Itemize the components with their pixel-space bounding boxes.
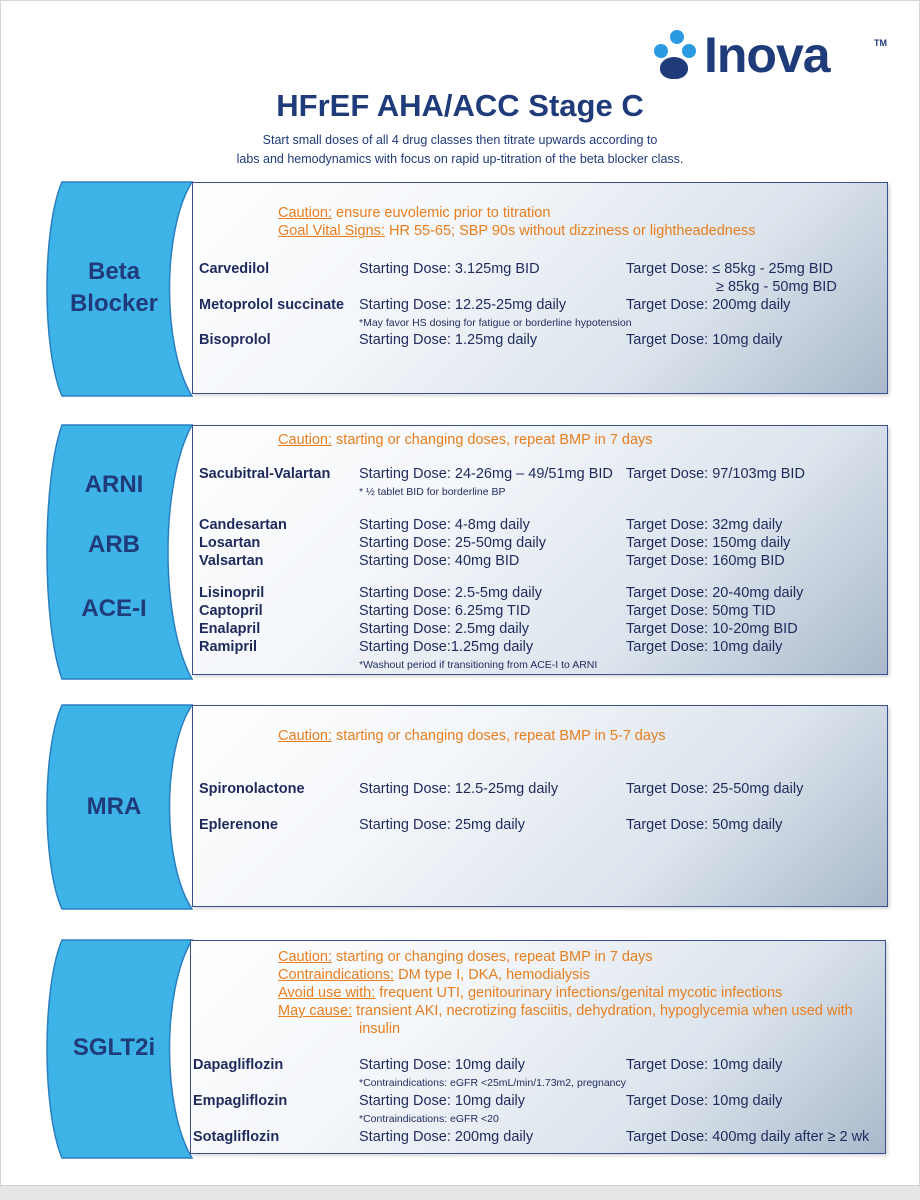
- panel-arni-arb-acei: [192, 425, 888, 675]
- starting-dose: Starting Dose:1.25mg daily: [359, 639, 534, 655]
- drug-name: Metoprolol succinate: [199, 297, 345, 313]
- drug-name: Sacubitral-Valartan: [199, 466, 331, 482]
- section-sglt2i: [0, 938, 920, 1160]
- logo-wordmark: Inova: [704, 27, 830, 83]
- caution-text: ensure euvolemic prior to titration: [332, 205, 551, 221]
- subtitle-line-1: Start small doses of all 4 drug classes then titrate upwards according to: [262, 133, 658, 147]
- starting-dose: Starting Dose: 10mg daily: [359, 1093, 526, 1109]
- target-dose: Target Dose: 50mg daily: [626, 817, 783, 833]
- drug-name: Sotagliflozin: [193, 1129, 280, 1145]
- logo-dot-right: [682, 44, 696, 58]
- target-dose: Target Dose: 20-40mg daily: [626, 585, 804, 601]
- footnote: *Contraindications: eGFR <25mL/min/1.73m2, pregnancy: [359, 1077, 627, 1089]
- starting-dose: Starting Dose: 40mg BID: [359, 553, 520, 569]
- tab-label-arni: ARNI: [84, 471, 144, 498]
- starting-dose: Starting Dose: 12.5-25mg daily: [359, 781, 559, 797]
- starting-dose: Starting Dose: 12.25-25mg daily: [359, 297, 567, 313]
- target-dose: Target Dose: 32mg daily: [626, 517, 783, 533]
- starting-dose: Starting Dose: 6.25mg TID: [359, 603, 531, 619]
- section-beta-blocker: [0, 180, 920, 398]
- panel-beta-blocker: [192, 182, 888, 394]
- footnote: *May favor HS dosing for fatigue or borderline hypotension: [359, 317, 632, 329]
- drug-name: Bisoprolol: [199, 332, 271, 348]
- logo-trademark: TM: [874, 38, 887, 48]
- avoid-use-line: [278, 985, 782, 1001]
- starting-dose: Starting Dose: 200mg daily: [359, 1129, 534, 1145]
- target-dose: Target Dose: 10mg daily: [626, 1057, 783, 1073]
- panel-sglt2i: [190, 940, 886, 1154]
- caution-line: [278, 432, 653, 448]
- drug-name: Captopril: [199, 603, 263, 619]
- starting-dose: Starting Dose: 25-50mg daily: [359, 535, 546, 551]
- tab-label-acei: ACE-I: [81, 595, 147, 622]
- footnote: * ½ tablet BID for borderline BP: [359, 486, 506, 498]
- drug-name: Carvedilol: [199, 261, 270, 277]
- starting-dose: Starting Dose: 25mg daily: [359, 817, 526, 833]
- drug-name: Eplerenone: [199, 817, 278, 833]
- target-dose: Target Dose: 150mg daily: [626, 535, 791, 551]
- contraindications-label: Contraindications:: [278, 967, 395, 983]
- page-title: HFrEF AHA/ACC Stage C: [276, 88, 644, 123]
- bottom-strip: [0, 1185, 920, 1200]
- contraindications-line: [278, 967, 590, 983]
- caution-line: [278, 728, 665, 744]
- target-dose: Target Dose: 25-50mg daily: [626, 781, 804, 797]
- logo-dot-top: [670, 30, 684, 44]
- drug-name: Lisinopril: [199, 585, 265, 601]
- target-dose: Target Dose: 200mg daily: [626, 297, 791, 313]
- avoid-use-label: Avoid use with:: [278, 985, 376, 1001]
- tab-label-sglt2i: SGLT2i: [72, 1034, 156, 1061]
- drug-name: Empagliflozin: [193, 1093, 288, 1109]
- target-dose-alt: ≥ 85kg - 50mg BID: [716, 279, 837, 295]
- caution-text: starting or changing doses, repeat BMP in 5-7 days: [332, 728, 666, 744]
- target-dose: Target Dose: 97/103mg BID: [626, 466, 805, 482]
- target-dose: Target Dose: ≤ 85kg - 25mg BID: [626, 261, 834, 277]
- panel-mra: [192, 705, 888, 907]
- target-dose: Target Dose: 160mg BID: [626, 553, 785, 569]
- drug-name: Valsartan: [199, 553, 264, 569]
- caution-text: starting or changing doses, repeat BMP in 7 days: [332, 949, 653, 965]
- may-cause-text-cont: insulin: [359, 1021, 401, 1037]
- drug-name: Candesartan: [199, 517, 287, 533]
- target-dose: Target Dose: 400mg daily after ≥ 2 wk: [626, 1129, 870, 1145]
- avoid-use-text: frequent UTI, genitourinary infections/genital mycotic infections: [375, 985, 783, 1001]
- caution-text: starting or changing doses, repeat BMP in 7 days: [332, 432, 653, 448]
- starting-dose: Starting Dose: 1.25mg daily: [359, 332, 538, 348]
- goal-vitals-label: Goal Vital Signs:: [278, 223, 385, 239]
- caution-label: Caution:: [278, 205, 333, 221]
- footnote: *Contraindications: eGFR <20: [359, 1113, 499, 1125]
- may-cause-text: transient AKI, necrotizing fasciitis, dehydration, hypoglycemia when used with: [352, 1003, 853, 1019]
- tab-label-mra: MRA: [86, 793, 142, 820]
- target-dose: Target Dose: 50mg TID: [626, 603, 776, 619]
- caution-label: Caution:: [278, 728, 333, 744]
- may-cause-label: May cause:: [278, 1003, 353, 1019]
- drug-name: Enalapril: [199, 621, 261, 637]
- section-mra: [0, 703, 920, 911]
- drug-name: Dapagliflozin: [193, 1057, 284, 1073]
- logo-dot-left: [654, 44, 668, 58]
- goal-vitals-line: [278, 223, 755, 239]
- target-dose: Target Dose: 10-20mg BID: [626, 621, 798, 637]
- caution-label: Caution:: [278, 432, 333, 448]
- starting-dose: Starting Dose: 4-8mg daily: [359, 517, 530, 533]
- may-cause-line: [278, 1003, 853, 1019]
- drug-name: Spironolactone: [199, 781, 305, 797]
- starting-dose: Starting Dose: 10mg daily: [359, 1057, 526, 1073]
- logo-dot-bottom: [660, 57, 688, 79]
- drug-name: Losartan: [199, 535, 261, 551]
- starting-dose: Starting Dose: 2.5mg daily: [359, 621, 530, 637]
- target-dose: Target Dose: 10mg daily: [626, 639, 783, 655]
- subtitle-line-2: labs and hemodynamics with focus on rapid up-titration of the beta blocker class.: [236, 152, 684, 166]
- tab-label-beta-line2: Blocker: [69, 290, 159, 317]
- starting-dose: Starting Dose: 24-26mg – 49/51mg BID: [359, 466, 613, 482]
- inova-logo: [652, 27, 902, 83]
- tab-label-beta: [44, 256, 184, 320]
- page-subtitle: [0, 131, 920, 169]
- target-dose: Target Dose: 10mg daily: [626, 332, 783, 348]
- target-dose: Target Dose: 10mg daily: [626, 1093, 783, 1109]
- caution-line: [278, 949, 653, 965]
- drug-name: Ramipril: [199, 639, 258, 655]
- starting-dose: Starting Dose: 2.5-5mg daily: [359, 585, 542, 601]
- tab-label-beta-line1: Beta: [87, 258, 141, 285]
- contraindications-text: DM type I, DKA, hemodialysis: [394, 967, 590, 983]
- tab-label-arb: ARB: [88, 531, 140, 558]
- footnote: *Washout period if transitioning from ACE-I to ARNI: [359, 659, 598, 671]
- caution-line: [278, 205, 550, 221]
- goal-vitals-text: HR 55-65; SBP 90s without dizziness or lightheadedness: [384, 223, 756, 239]
- caution-label: Caution:: [278, 949, 333, 965]
- starting-dose: Starting Dose: 3.125mg BID: [359, 261, 540, 277]
- section-arni-arb-acei: [0, 423, 920, 681]
